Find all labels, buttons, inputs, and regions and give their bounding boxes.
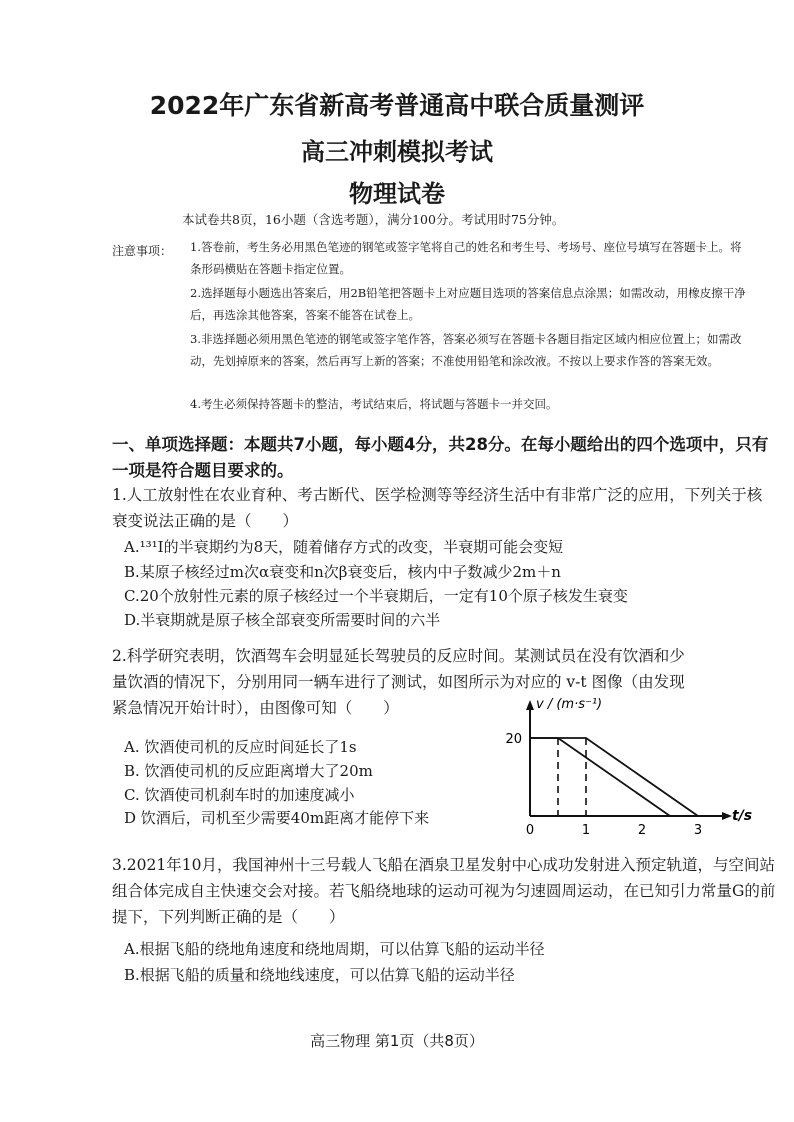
vt-chart xyxy=(480,688,780,838)
notice-item-2: 2.选择题每小题选出答案后，用2B铅笔把答题卡上对应题目选项的答案信息点涂黑；如需改动，用橡皮擦干净后，再选涂其他答案，答案不能答在试卷上。 xyxy=(190,286,746,322)
x-tick-label: 1 xyxy=(581,823,591,838)
notice-item-4: 4.考生必须保持答题卡的整洁，考试结束后，将试题与答题卡一并交回。 xyxy=(190,397,558,411)
y-axis-label: v / (m·s⁻¹) xyxy=(536,697,603,712)
series-line-1 xyxy=(530,738,670,816)
exam-intro: 本试卷共8页，16小题（含选考题），满分100分。考试用时75分钟。 xyxy=(182,212,565,227)
question-3-option-a: A.根据飞船的绕地角速度和绕地周期，可以估算飞船的运动半径 xyxy=(124,940,545,958)
x-axis-label: t/s xyxy=(732,808,753,824)
question-2-option-c: C. 饮酒使司机刹车时的加速度减小 xyxy=(124,786,355,804)
question-2-option-d: D 饮酒后，司机至少需要40m距离才能停下来 xyxy=(124,809,430,827)
page-footer: 高三物理 第1页（共8页） xyxy=(310,1032,484,1050)
x-tick-label: 0 xyxy=(525,823,535,838)
question-1-option-b: B.某原子核经过m次α衰变和n次β衰变后，核内中子数减少2m＋n xyxy=(124,563,561,581)
notice-item-3: 3.非选择题必须用黑色笔迹的钢笔或签字笔作答，答案必须写在答题卡各题目指定区域内相应位置上；如需改动，先划掉原来的答案，然后再写上新的答案；不准使用铅笔和涂改液。不按以上要求作答的答案无效。 xyxy=(190,332,742,368)
exam-title: 2022年广东省新高考普通高中联合质量测评 xyxy=(149,91,645,120)
y-axis-arrow xyxy=(526,700,534,710)
question-2-line-3: 紧急情况开始计时），由图像可知（ ） xyxy=(112,699,399,717)
y-tick-label: 20 xyxy=(505,732,522,747)
question-2-line-1: 2.科学研究表明，饮酒驾车会明显延长驾驶员的反应时间。某测试员在没有饮酒和少 xyxy=(112,647,685,665)
question-2-option-a: A. 饮酒使司机的反应时间延长了1s xyxy=(124,738,357,756)
exam-subtitle: 高三冲刺模拟考试 xyxy=(301,138,493,166)
question-1-option-c: C.20个放射性元素的原子核经过一个半衰期后，一定有10个原子核发生衰变 xyxy=(124,587,628,605)
subject-title: 物理试卷 xyxy=(349,180,445,208)
question-1-option-a: A.¹³¹I的半衰期约为8天，随着储存方式的改变，半衰期可能会变短 xyxy=(124,538,564,556)
x-tick-label: 2 xyxy=(637,823,647,838)
x-tick-label: 3 xyxy=(693,823,703,838)
section-heading: 一、单项选择题：本题共7小题，每小题4分，共28分。在每小题给出的四个选项中，只有一项是符合题目要求的。 xyxy=(112,435,769,480)
question-3-option-b: B.根据飞船的质量和绕地线速度，可以估算飞船的运动半径 xyxy=(124,966,515,984)
notice-item-1: 1.答卷前，考生务必用黑色笔迹的钢笔或签字笔将自己的姓名和考生号、考场号、座位号填写在答题卡上。将条形码横贴在答题卡指定位置。 xyxy=(190,240,742,276)
notice-label: 注意事项： xyxy=(112,244,173,258)
question-2-line-2: 量饮酒的情况下，分别用同一辆车进行了测试，如图所示为对应的 v-t 图像（由发现 xyxy=(112,673,685,691)
question-3-stem: 3.2021年10月，我国神州十三号载人飞船在酒泉卫星发射中心成功发射进入预定轨道，与空间站组合体完成自主快速交会对接。若飞船绕地球的运动可视为匀速圆周运动，在已知引力常量G的前提下，下列判断正确的是（ ） xyxy=(112,856,776,926)
question-2-option-b: B. 饮酒使司机的反应距离增大了20m xyxy=(124,762,373,780)
question-1-stem: 1.人工放射性在农业育种、考古断代、医学检测等等经济生活中有非常广泛的应用，下列关于核衰变说法正确的是（ ） xyxy=(112,486,763,530)
x-axis-arrow xyxy=(722,812,732,820)
question-1-option-d: D.半衰期就是原子核全部衰变所需要时间的六半 xyxy=(124,611,441,629)
